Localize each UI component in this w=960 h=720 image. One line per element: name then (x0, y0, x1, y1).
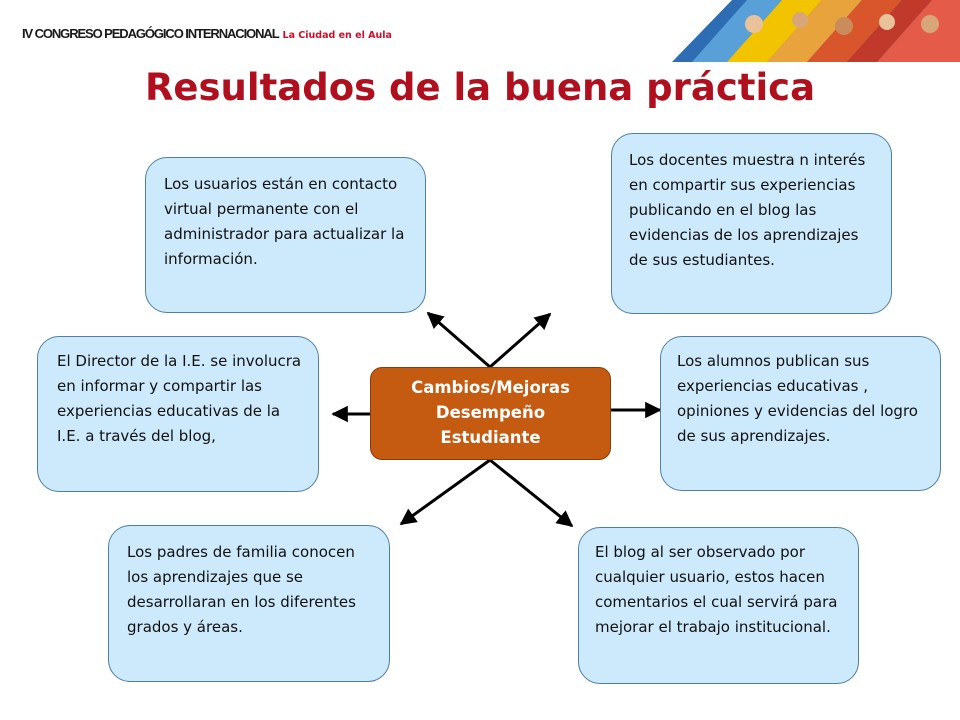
center-line-2: Desempeño (435, 403, 546, 422)
box-top-left (145, 157, 426, 313)
center-node (370, 367, 611, 460)
box-mid-right (660, 336, 941, 491)
arrow-top-right (490, 314, 550, 367)
center-line-3: Estudiante (440, 428, 541, 447)
box-text: El blog al ser observado por cualquier usuario, estos hacen comentarios el cual servirá para mejorar el trabajo institucional. (595, 543, 838, 636)
box-text: Los alumnos publican sus experiencias educativas , opiniones y evidencias del logro de sus aprendizajes. (677, 352, 918, 445)
brand-name: IV CONGRESO PEDAGÓGICO INTERNACIONAL (22, 26, 279, 41)
box-text: El Director de la I.E. se involucra en informar y compartir las experiencias educativas de la I.E. a través del blog, (57, 352, 302, 445)
box-mid-left (37, 336, 319, 492)
center-line-1: Cambios/Mejoras (411, 378, 570, 397)
box-top-right (611, 133, 892, 314)
box-text: Los usuarios están en contacto virtual permanente con el administrador para actualizar la información. (164, 175, 405, 268)
arrow-bottom-right (490, 460, 572, 526)
page-title: Resultados de la buena práctica (144, 66, 816, 109)
arrow-top-left (428, 313, 490, 367)
box-bottom-left (108, 525, 390, 682)
box-bottom-right (578, 527, 859, 684)
box-text: Los docentes muestra n interés en compartir sus experiencias publicando en el blog las evidencias de los aprendizajes de sus estudiantes. (629, 151, 866, 269)
brand-subtitle: La Ciudad en el Aula (282, 30, 392, 41)
box-text: Los padres de familia conocen los aprendizajes que se desarrollaran en los diferentes grados y áreas. (127, 543, 356, 636)
arrow-bottom-left (401, 460, 490, 524)
